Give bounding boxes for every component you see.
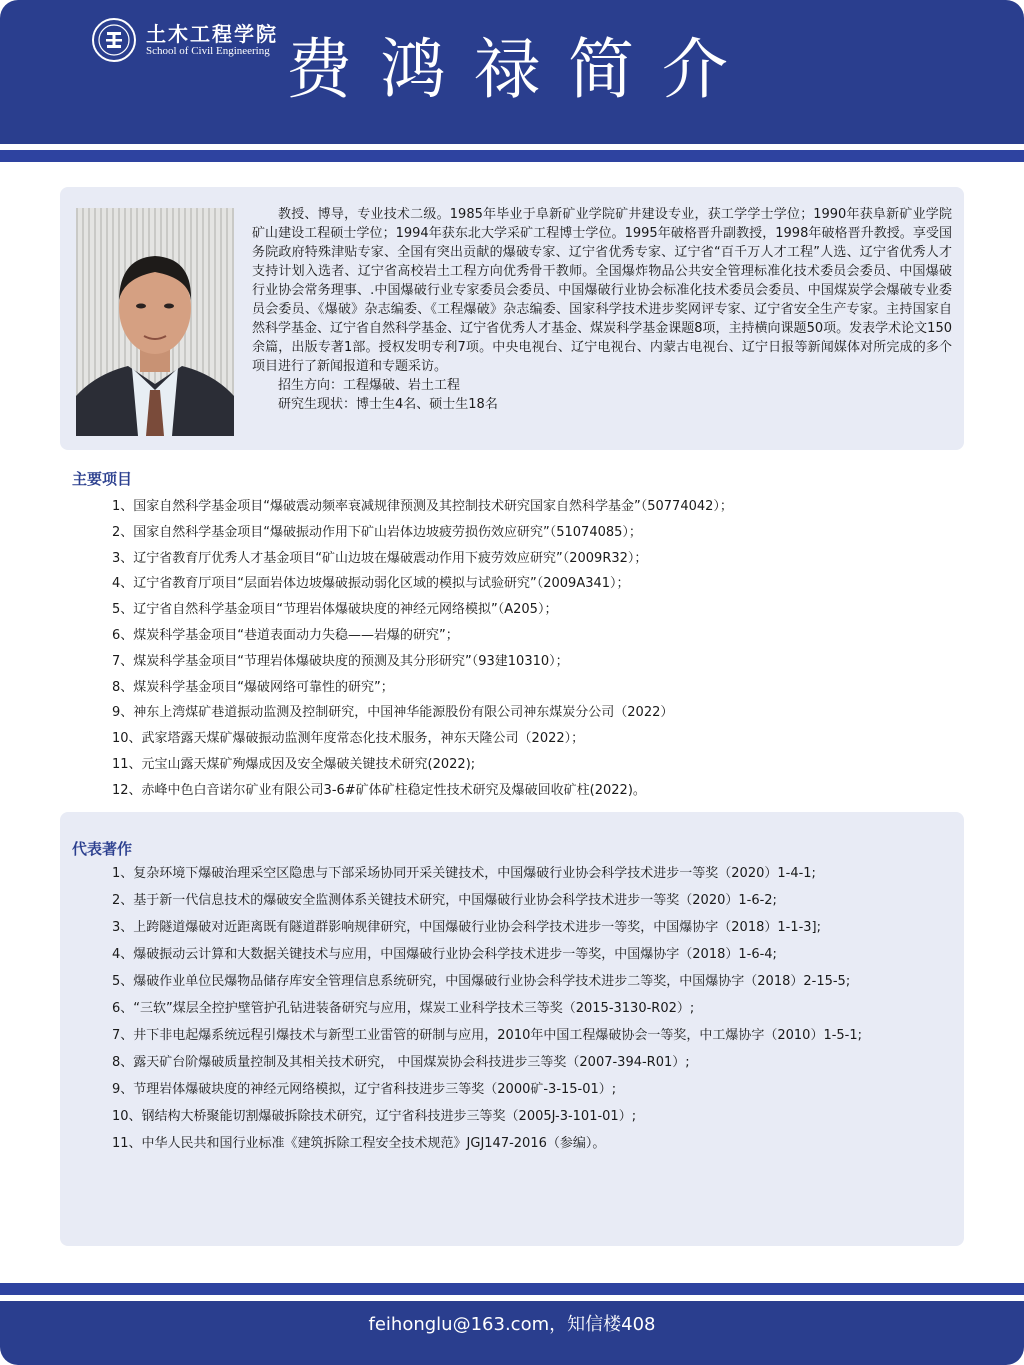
list-item: 11、元宝山露天煤矿殉爆成因及安全爆破关键技术研究(2022); [112,756,476,772]
list-item: 7、煤炭科学基金项目“节理岩体爆破块度的预测及其分形研究”（93建10310）； [112,653,569,669]
projects-list [112,497,942,807]
school-name-en: School of Civil Engineering [146,45,270,57]
list-item: 6、煤炭科学基金项目“巷道表面动力失稳——岩爆的研究”； [112,627,459,643]
list-item: 7、井下非电起爆系统远程引爆技术与新型工业雷管的研制与应用，2010年中国工程爆破协会一等奖，中工爆协字（2010）1-5-1; [112,1028,863,1043]
list-item: 2、基于新一代信息技术的爆破安全监测体系关键技术研究，中国爆破行业协会科学技术进步一等奖（2020）1-6-2; [112,893,777,908]
list-item: 8、露天矿台阶爆破质量控制及其相关技术研究， 中国煤炭协会科技进步三等奖（2007-394-R01）; [112,1055,690,1070]
bio-paragraph: 教授、博导，专业技术二级。1985年毕业于阜新矿业学院矿井建设专业，获工学学士学位；1990年获阜新矿业学院矿山建设工程硕士学位；1994年获东北大学采矿工程博士学位。1995年破格晋升副教授，1998年破格晋升教授。享受国务院政府特殊津贴专家、全国有突出贡献的爆破专家、辽宁省优秀专家、辽宁省“百千万人才工程”人选、辽宁省优秀人才支持计划入选者、辽宁省高校岩土工程方向优秀骨干教师。全国爆炸物品公共安全管理标准化技术委员会委员、中国爆破行业协会常务理事、.中国爆破行业专家委员会委员、中国爆破行业协会标准化技术委员会委员、中国煤炭学会爆破专业委员会委员、《爆破》杂志编委、《工程爆破》杂志编委、国家科学技术进步奖网评专家、辽宁省安全生产专家。主持国家自然科学基金、辽宁省自然科学基金、辽宁省优秀人才基金、煤炭科学基金课题8项，主持横向课题50项。发表学术论文150余篇，出版专著1部。授权发明专利7项。中央电视台、辽宁电视台、内蒙古电视台、辽宁日报等新闻媒体对所完成的多个项目进行了新闻报道和专题采访。 [252,207,952,374]
page-title: 费鸿禄简介 [286,31,756,108]
list-item: 1、复杂环境下爆破治理采空区隐患与下部采场协同开采关键技术，中国爆破行业协会科学技术进步一等奖（2020）1-4-1; [112,866,816,881]
list-item: 8、煤炭科学基金项目“爆破网络可靠性的研究”； [112,679,394,695]
list-item: 1、国家自然科学基金项目“爆破震动频率衰减规律预测及其控制技术研究国家自然科学基金”（50774042）； [112,499,733,514]
works-list [112,860,934,1157]
works-heading: 代表著作 [72,840,133,858]
list-item: 9、神东上湾煤矿巷道振动监测及控制研究，中国神华能源股份有限公司神东煤炭分公司（2022） [112,705,674,721]
list-item: 9、节理岩体爆破块度的神经元网络模拟，辽宁省科技进步三等奖（2000矿-3-15-01）; [112,1082,617,1097]
enrollment-direction: 招生方向：工程爆破、岩土工程 [278,378,461,393]
contact-info: feihonglu@163.com，知信楼408 [368,1314,656,1335]
school-name-cn: 土木工程学院 [146,22,278,46]
list-item: 2、国家自然科学基金项目“爆破振动作用下矿山岩体边坡疲劳损伤效应研究”（51074085）； [112,524,642,540]
list-item: 10、钢结构大桥聚能切割爆破拆除技术研究，辽宁省科技进步三等奖（2005J-3-101-01）; [112,1109,637,1124]
list-item: 4、辽宁省教育厅项目“层面岩体边坡爆破振动弱化区域的模拟与试验研究”（2009A341）； [112,576,630,592]
list-item: 10、武家塔露天煤矿爆破振动监测年度常态化技术服务，神东天隆公司（2022）； [112,731,585,747]
list-item: 6、“三软”煤层全控护壁管护孔钻进装备研究与应用，煤炭工业科学技术三等奖（2015-3130-R02）; [112,1001,695,1016]
list-item: 5、爆破作业单位民爆物品储存库安全管理信息系统研究，中国爆破行业协会科学技术进步二等奖，中国爆协字（2018）2-15-5; [112,974,851,989]
student-status: 研究生现状：博士生4名、硕士生18名 [278,397,498,412]
footer-stripe [0,1283,1024,1295]
list-item: 5、辽宁省自然科学基金项目“节理岩体爆破块度的神经元网络模拟”（A205）； [112,602,558,618]
list-item: 3、辽宁省教育厅优秀人才基金项目“矿山边坡在爆破震动作用下疲劳效应研究”（2009R32）； [112,550,648,566]
list-item: 11、中华人民共和国行业标准《建筑拆除工程安全技术规范》JGJ147-2016（参编）。 [112,1136,606,1151]
bio-text [252,205,952,414]
list-item: 12、赤峰中色白音诺尔矿业有限公司3-6#矿体矿柱稳定性技术研究及爆破回收矿柱(2022)。 [112,782,646,798]
school-seal-logo-icon [92,18,136,62]
list-item: 3、上跨隧道爆破对近距离既有隧道群影响规律研究，中国爆破行业协会科学技术进步一等奖，中国爆协字（2018）1-1-3]; [112,920,822,935]
header-stripe [0,150,1024,162]
list-item: 4、爆破振动云计算和大数据关键技术与应用，中国爆破行业协会科学技术进步一等奖，中国爆协字（2018）1-6-4; [112,947,777,962]
projects-heading: 主要项目 [72,470,133,488]
portrait-photo [76,208,234,436]
